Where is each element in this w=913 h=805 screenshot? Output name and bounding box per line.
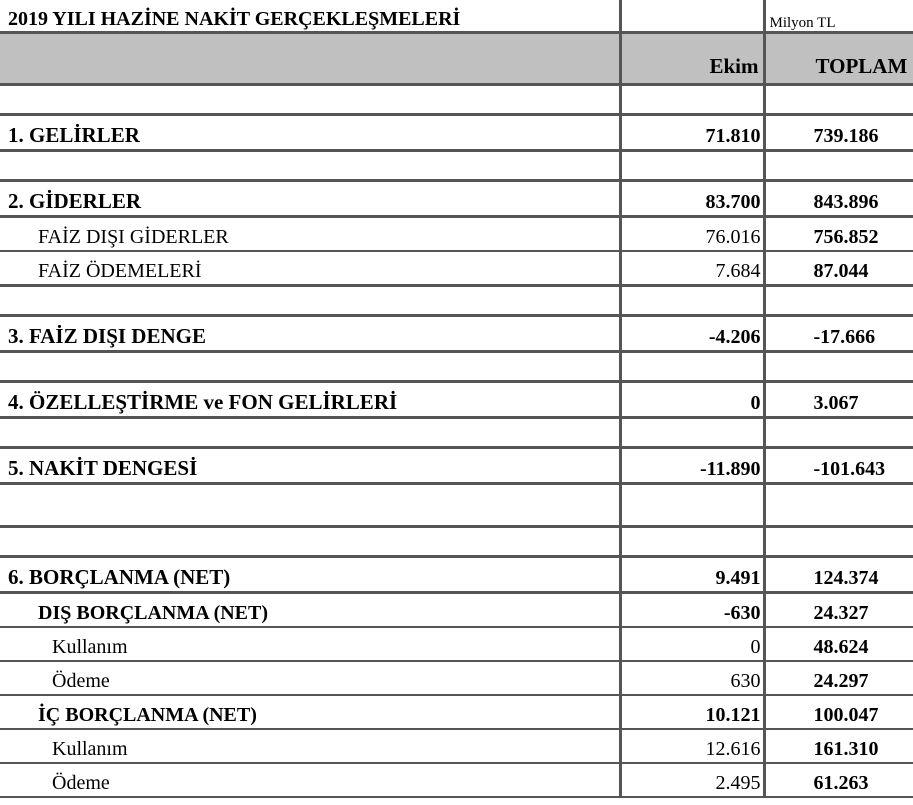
row-total-value: 739.186	[764, 115, 913, 151]
row-month-value: 12.616	[620, 729, 764, 763]
row-label: Ödeme	[0, 661, 620, 695]
row-total-value: 24.327	[764, 593, 913, 628]
row-month-value: 9.491	[620, 557, 764, 593]
row-label: 3. FAİZ DIŞI DENGE	[0, 316, 620, 352]
table-row	[0, 729, 913, 763]
table-row	[0, 695, 913, 729]
row-total-value: 100.047	[764, 695, 913, 729]
title-row	[0, 0, 913, 33]
column-header-total: TOPLAM	[764, 33, 913, 85]
unit-label: Milyon TL	[764, 0, 913, 33]
row-month-value: 630	[620, 661, 764, 695]
row-total-value: 843.896	[764, 181, 913, 217]
table-row	[0, 763, 913, 797]
column-header-month: Ekim	[620, 33, 764, 85]
row-label: Kullanım	[0, 627, 620, 661]
row-label: 2. GİDERLER	[0, 181, 620, 217]
row-month-value: 0	[620, 627, 764, 661]
row-total-value: 48.624	[764, 627, 913, 661]
table-row	[0, 115, 913, 151]
row-label: FAİZ DIŞI GİDERLER	[0, 217, 620, 252]
table-row	[0, 593, 913, 628]
row-total-value: 24.297	[764, 661, 913, 695]
table-row	[0, 217, 913, 252]
row-month-value: 2.495	[620, 763, 764, 797]
row-total-value: -101.643	[764, 448, 913, 484]
row-label: 6. BORÇLANMA (NET)	[0, 557, 620, 593]
row-total-value: 756.852	[764, 217, 913, 252]
row-total-value: 161.310	[764, 729, 913, 763]
row-total-value: -17.666	[764, 316, 913, 352]
table-title: 2019 YILI HAZİNE NAKİT GERÇEKLEŞMELERİ	[8, 8, 461, 30]
table-row	[0, 251, 913, 286]
row-total-value: 124.374	[764, 557, 913, 593]
row-month-value: 0	[620, 382, 764, 418]
row-label: 1. GELİRLER	[0, 115, 620, 151]
row-month-value: 76.016	[620, 217, 764, 252]
row-month-value: -11.890	[620, 448, 764, 484]
row-month-value: 71.810	[620, 115, 764, 151]
row-label: İÇ BORÇLANMA (NET)	[0, 695, 620, 729]
row-month-value: -630	[620, 593, 764, 628]
table-row	[0, 557, 913, 593]
row-total-value: 87.044	[764, 251, 913, 286]
table-row	[0, 661, 913, 695]
row-month-value: -4.206	[620, 316, 764, 352]
row-label: DIŞ BORÇLANMA (NET)	[0, 593, 620, 628]
row-total-value: 3.067	[764, 382, 913, 418]
row-month-value: 10.121	[620, 695, 764, 729]
row-label: 5. NAKİT DENGESİ	[0, 448, 620, 484]
row-month-value: 7.684	[620, 251, 764, 286]
table-row	[0, 316, 913, 352]
row-label: FAİZ ÖDEMELERİ	[0, 251, 620, 286]
table-row	[0, 382, 913, 418]
table-row	[0, 448, 913, 484]
row-label: Ödeme	[0, 763, 620, 797]
row-total-value: 61.263	[764, 763, 913, 797]
row-month-value: 83.700	[620, 181, 764, 217]
row-label: 4. ÖZELLEŞTİRME ve FON GELİRLERİ	[0, 382, 620, 418]
header-row	[0, 33, 913, 85]
table-row	[0, 627, 913, 661]
table-row	[0, 181, 913, 217]
row-label: Kullanım	[0, 729, 620, 763]
